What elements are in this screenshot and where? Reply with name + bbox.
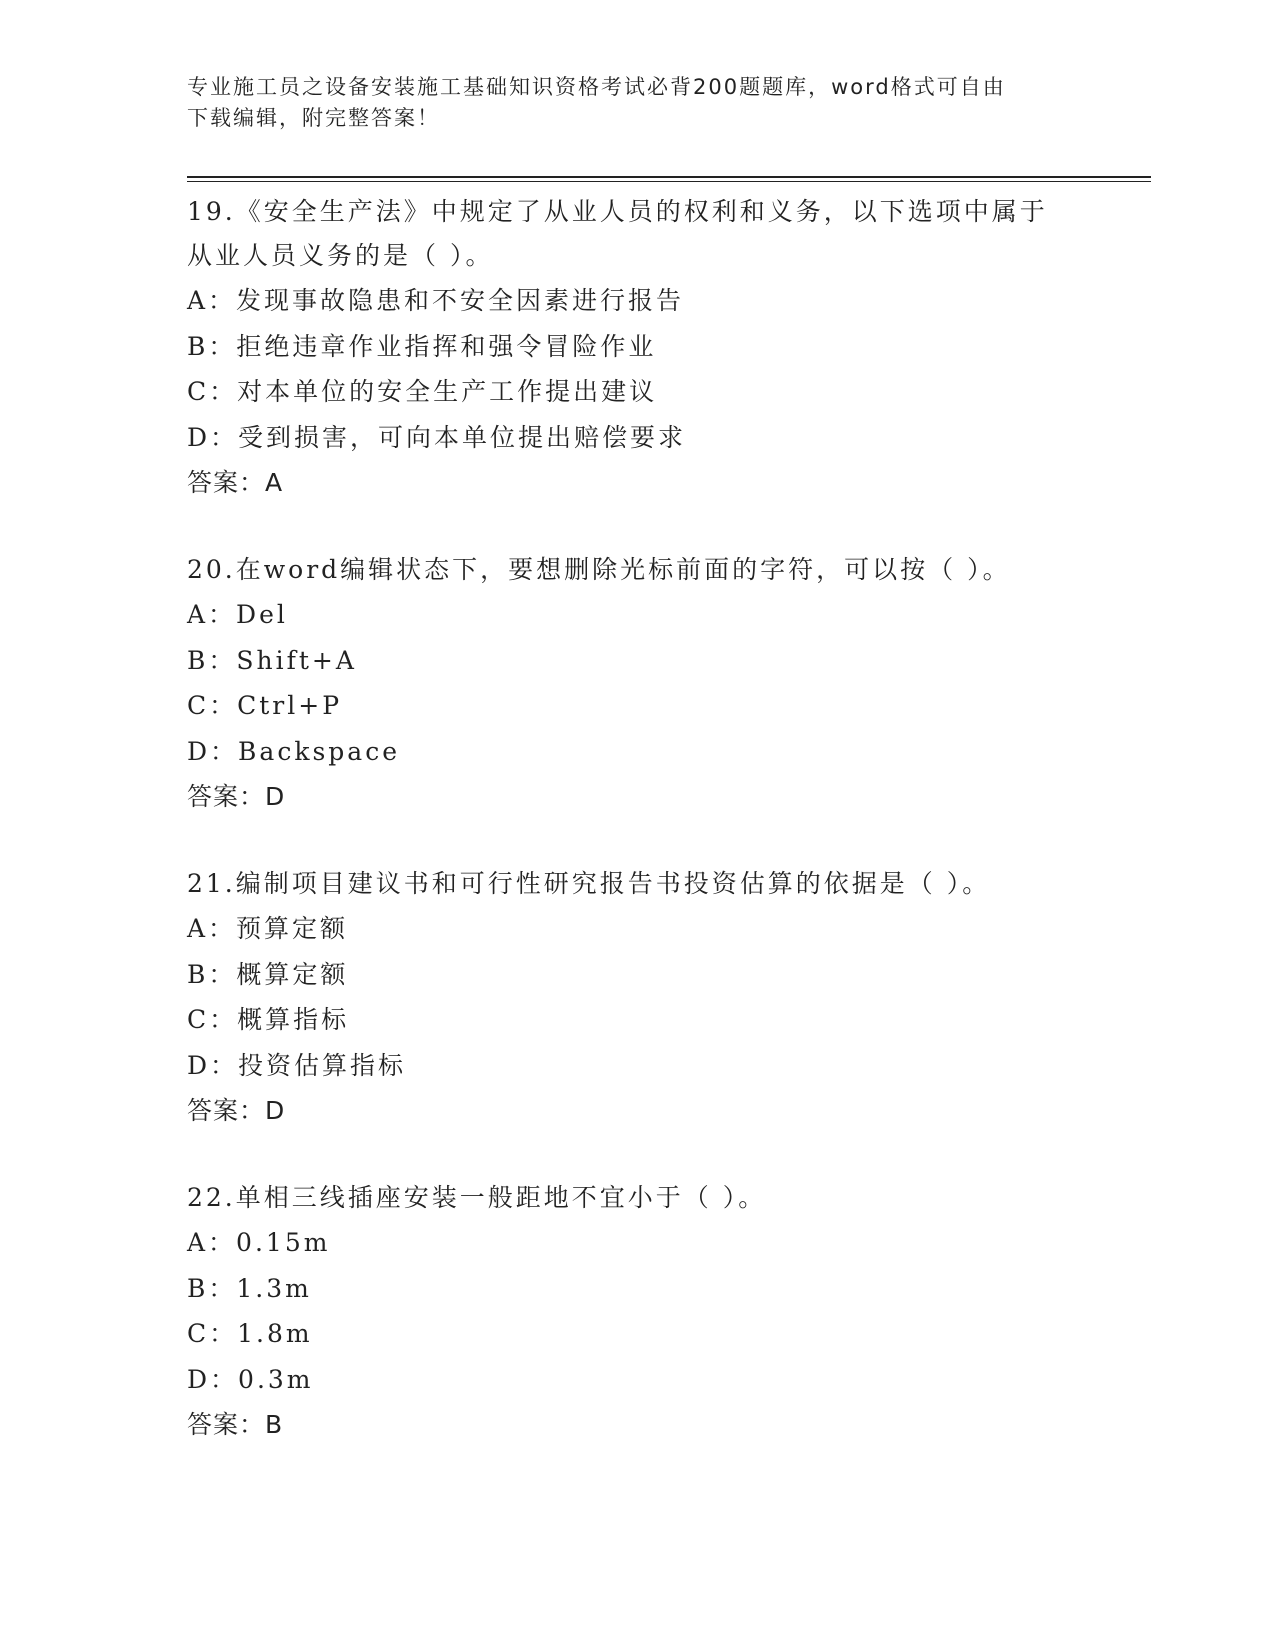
option-a: A：发现事故隐患和不安全因素进行报告 [187,286,685,315]
header-divider-thin [187,181,1151,182]
answer: 答案：A [187,468,284,497]
option-c: C：概算指标 [187,1005,350,1034]
option-d: D：受到损害，可向本单位提出赔偿要求 [187,422,687,452]
option-b: B：概算定额 [187,959,349,989]
question-stem: 19.《安全生产法》中规定了从业人员的权利和义务，以下选项中属于 [187,197,1048,226]
option-b: B：拒绝违章作业指挥和强令冒险作业 [187,331,657,361]
question-stem-continued: 从业人员义务的是（ ）。 [187,241,494,270]
answer: 答案：B [187,1410,284,1439]
document-header [187,72,1067,134]
header-line-1: 专业施工员之设备安装施工基础知识资格考试必背200题题库，word格式可自由 [187,75,1006,99]
option-b: B：Shift+A [187,645,357,675]
question-stem: 22.单相三线插座安装一般距地不宜小于（ ）。 [187,1183,767,1212]
option-a: A：0.15m [187,1228,331,1257]
option-c: C：Ctrl+P [187,691,343,720]
answer: 答案：D [187,1096,286,1125]
question-list [187,190,1087,1490]
option-c: C：1.8m [187,1319,313,1348]
header-line-2: 下载编辑，附完整答案！ [187,106,440,130]
question-20 [187,548,1087,819]
answer: 答案：D [187,782,286,811]
option-a: A：Del [187,600,288,629]
option-d: D：0.3m [187,1364,314,1394]
header-divider-thick [187,176,1151,178]
question-19 [187,190,1087,505]
question-stem: 20.在word编辑状态下，要想删除光标前面的字符，可以按（ ）。 [187,555,1011,584]
option-d: D：投资估算指标 [187,1050,407,1080]
question-22 [187,1176,1087,1447]
option-d: D：Backspace [187,736,401,766]
option-b: B：1.3m [187,1273,312,1303]
option-a: A：预算定额 [187,914,349,943]
option-c: C：对本单位的安全生产工作提出建议 [187,377,658,406]
question-21 [187,862,1087,1133]
question-stem: 21.编制项目建议书和可行性研究报告书投资估算的依据是（ ）。 [187,869,991,898]
